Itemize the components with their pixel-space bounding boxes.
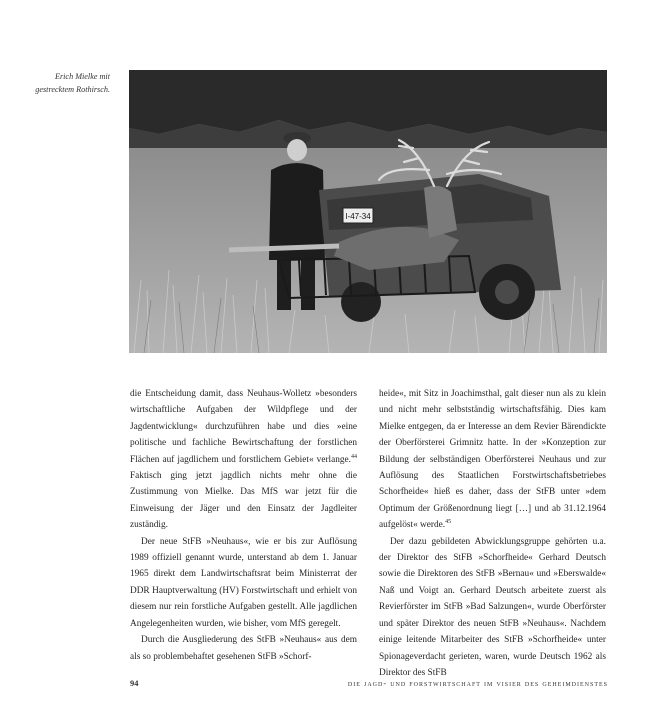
paragraph: heide«, mit Sitz in Joachimsthal, galt dieser nun als zu klein und nicht mehr selbstständig wirtschaftsfähig. Dies kam Mielke entgegen, da er Interesse an dem Revier Bärendickte der Oberförsterei Grimnitz hatte. In der »Konzeption zur Bildung der selbständigen Oberförsterei Neuhaus und zur Auflösung des Staatlichen Forstwirtschaftsbetriebes Schorfheide« hieß es daher, dass der StFB unter »dem Optimum der Größenordnung liegt […] und ab 31.12.1964 aufgelöst« werde.$^{45}$ (379, 389, 606, 531)
paragraph: Der dazu gebildeten Abwicklungsgruppe gehörten u.a. der Direktor des StFB »Schorfheide« Gerhard Deutsch sowie die Direktoren des StFB »Bernau« und »Eberswalde« Naß und Voigt an. Gerhard Deutsch arbeitete zuerst als Revierförster im StFB »Bad Salzungen«, wurde Oberförster und später Direktor des neuen StFB »Neuhaus«. Nachdem einige leitende Mitarbeiter des StFB »Schorfheide« unter Spionageverdacht gerieten, waren, wurde Deutsch 1962 als Direktor des StFB (379, 536, 606, 678)
footnote-ref: 45 (445, 519, 452, 526)
text-column-left (130, 386, 357, 665)
caption-line-1: Erich Mielke mit (54, 72, 110, 81)
paragraph: Durch die Ausgliederung des StFB »Neuhaus« aus dem als so problembehaftet gesehenen StFB »Schorf- (130, 635, 357, 662)
running-head: die jagd- und forstwirtschaft im visier des geheimdienstes (347, 679, 608, 688)
caption-line-2: gestrecktem Rothirsch. (35, 85, 110, 94)
photo-caption (14, 70, 110, 96)
paragraph: die Entscheidung damit, dass Neuhaus-Wolletz »besonders wirtschaftliche Aufgaben der Wildpflege und der Jagdentwicklung« durchzuführen habe und dies »eine politische und fachliche Bewirtschaftung der forstlichen Flächen auf jagdlichem und forstlichem Gebiet« verlange.$^{44}$ Faktisch ging jetzt jagdlich nichts mehr ohne die Zustimmung von Mielke. Das MfS war jetzt für die Einweisung der Jäger und den Einsatz der Jagdleiter zuständig. (130, 389, 357, 531)
photo-mielke-stag (129, 70, 607, 353)
paragraph: Der neue StFB »Neuhaus«, wie er bis zur Auflösung 1989 offiziell genannt wurde, unterstand ab dem 1. Januar 1965 direkt dem Landwirtschaftsrat beim Ministerrat der DDR Hauptverwaltung (HV) Forstwirtschaft und erhielt von diesem nur rein forstliche Aufgaben gestellt. Alle jagdlichen Angelegenheiten wurden, wie bisher, vom MfS geregelt. (130, 536, 357, 629)
text-column-right (379, 386, 606, 681)
footnote-ref: 44 (351, 453, 357, 460)
license-plate: I-47-34 (345, 212, 371, 221)
page-footer (130, 679, 608, 693)
page-number: 94 (130, 679, 139, 688)
